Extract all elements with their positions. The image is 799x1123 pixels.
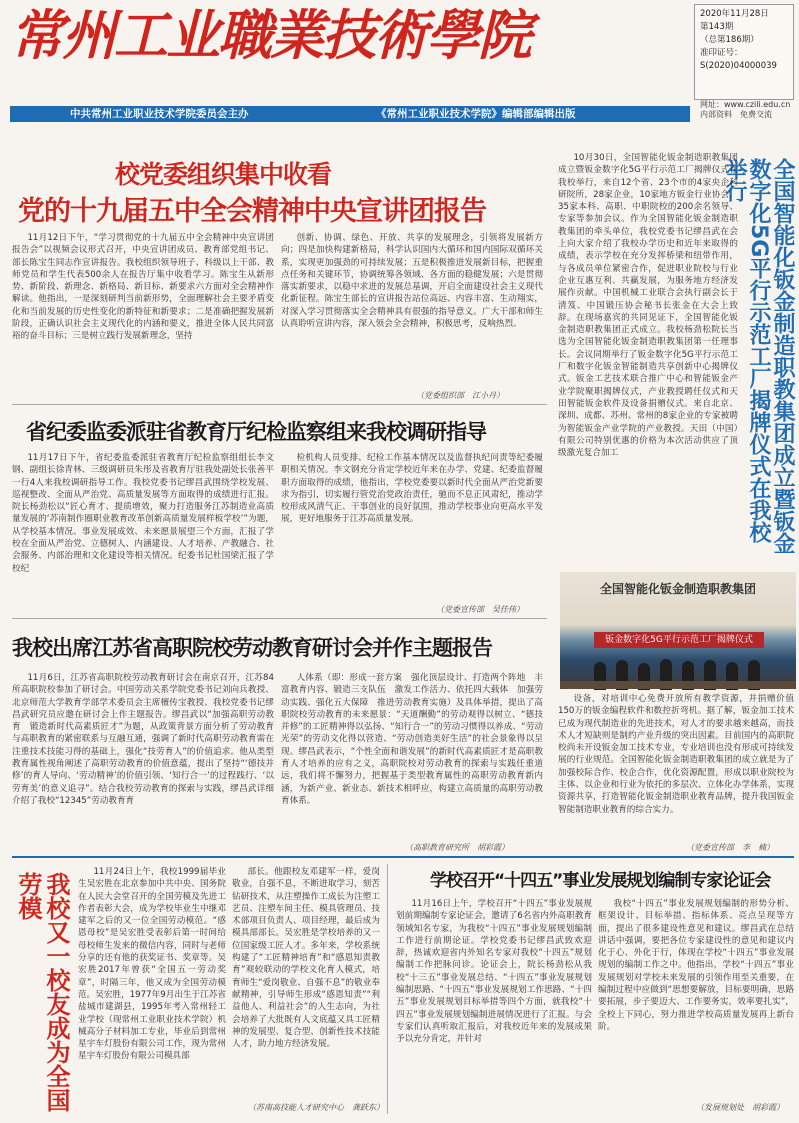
photo-stage-banner: 钣金数字化5G平行示范工厂揭牌仪式 (594, 632, 764, 648)
event-photo (560, 572, 796, 689)
article3-credit: （高职教育研究所 胡彩霞） (405, 843, 509, 852)
issue-number: 第143期 (700, 22, 734, 32)
article2-credit: （党委宣传部 吴佳伟） (436, 605, 524, 614)
article4-vertical-headline: 全国智能化钣金制造职教集团成立暨钣金数字化5G平行示范工厂揭牌仪式在我校举行 (722, 158, 795, 554)
article1-body-col2: 创新、协调、绿色、开放、共享的发展理念，引领将发展新方向；四是加快构建新格局，科学认识国内大循环和国内国际双循环关系，实现更加强劲的可持续发展；五是积极推进发展新目标，把握重点任务和关键环节，协调统筹各领域、各方面的稳健发展；六是贯彻落实新要求，以稳中求进的发展总基调，开启全面建设社会主义现代化新征程。陈宝生部长的宣讲报告站位高远、内容丰富、生动翔实，对深入学习贯彻落实全会精神具有很强的指导意义。广大干部和师生认真聆听宣讲内容，深入领会全会精神，积极思考，反响热烈。 (281, 233, 543, 330)
article3-body-col2: 人体系（即：形成一套方案 强化顶层设计、打造两个阵地 丰富教育内容、锻造三支队伍 激发工作活力、依托四大载体 加强劳动实践、强化五大保障 推进劳动教育实施）及具体举措，提出了高职院校劳动教育的未来愿景：“天道酬勤”的劳动观得以树立、“德技并修”的工匠精神得以弘扬、“知行合一”的劳动习惯得以养成、“劳动光荣”的劳动文化得以营造、“劳动创造美好生活”的社会景象得以呈现。缪昌武表示，“个性全面和谐发展”的新时代高素质匠才是高职教育人才培养的应有之义，高职院校对劳动教育的探索与实践任重道远，我们将不懈努力，把握基于类型教育属性的高职劳动教育新内涵，为新产业、新业态、新技术相呼应，构建立高质量的高职劳动教育体系。 (281, 673, 543, 806)
article5-body-col2: 部长。他跟校友邓建军一样，爱岗敬业，自强不息，不断进取学习，刻苦钻研技术，从注塑操作工成长为注塑工艺员、注塑车间主任、模具管理员、技术部项目负责人、项目经理，最后成为模具部部长。吴宏胜是学校培养的又一位国家级工匠人才。多年来，学校系统构建了“工匠精神培育”和“感恩知责教育”观较联动的学校文化育人模式，培育师生“爱岗敬业、自强不息”的敬业奉献精神，引导师生形成“感恩知责”“利益他人、利益社会”的人生志向，为社会培养了大批既有人文底蕴又具工匠精神的发展型、复合型、创新性技术技能人才，助力地方经济发展。 (232, 867, 380, 1050)
article3-body-col1: 11月6日，江苏省高职院校劳动教育研讨会在南京召开，江苏84所高职院校参加了研讨会。中国劳动关系学院党委书记刘向兵教授、北京师范大学教育学部学术委员会主席檀传宝教授、我校党委书记缪昌武研究员应邀在研讨会上作主题报告。缪昌武以“加强高职劳动教育 锻造新时代高素质匠才”为题，从政策背景方面分析了劳动教育与高职教育的紧密联系与互融互通，强调了新时代高职劳动教育需在注重技术技能习得的基础上，强化“技劳育人”的价值追求。他从类型教育属性视角阐述了高职劳动教育的价值意蕴，提出了坚持“‘德技并修’的育人导向、‘劳动精神’的价值引领、‘知行合一’的过程践行、‘以劳育美’的意义追寻”。结合我校劳动教育的探索与实践，缪昌武详细介绍了我校“12345”劳动教育育 (12, 673, 274, 806)
sponsor-right: 《常州工业职业技术学院》编辑部编辑出版 (376, 108, 576, 120)
circulation-note: 内部资料 免费交流 (700, 110, 772, 119)
section-divider (12, 856, 794, 858)
article1-body-col1: 11月12日下午，“学习贯彻党的十九届五中全会精神中央宣讲团报告会”以视频会议形式召开，中央宣讲团成员、教育部党组书记、部长陈宝生同志作宣讲报告。我校组织领导班子、科级以上干部、教师党员和学生代表500余人在报告厅集中收看学习。陈宝生从新形势、新阶段、新理念、新格局、新目标、新要求六方面对全会精神作解读。他指出，一是深刻研判当前新形势，全面理解社会主要矛盾变化和当前发展的历史性变化的新特征和新要求；二是准确把握发展新阶段，正确认识社会主义现代化的内涵和要义，推进全体人民共同富裕的奋斗目标；三是树立践行发展新理念，坚持 (12, 233, 274, 342)
permit-label: 准印证号： (700, 48, 743, 58)
sponsor-bar (10, 106, 690, 122)
article5-credit: （苏南高技能人才研究中心 龚跃东） (248, 1103, 384, 1112)
article4-credit: （党委宣传部 李 楠） (686, 843, 774, 852)
article2-body-col1: 11月17日下午，省纪委监委派驻省教育厅纪检监察组组长李文钢、副组长徐青林、三级调研员朱彤及省教育厅驻我处副处长张善平一行4人来我校调研指导工作。我校党委书记缪昌武围绕学校发展、巡视整改、全面从严治党、高质量发展等方面取得的成绩进行汇报。院长杨劲松以“匠心育才、提质增效，聚力打造服务江苏制造业高质量发展的‘苏南制作圈职业教育改革创新高质量发展样板学校’”为题，从学校基本情况、事业发展成效、未来愿景展望三个方面，汇报了学校在全面从严治党、立德树人、内涵建设、人才培养、产教融合、社会服务、内部治理和文化建设等相关情况。纪委书记杜国梁汇报了学校纪 (12, 453, 274, 574)
issue-total-number: （总第186期） (700, 35, 759, 45)
permit-number: S(2020)04000039 (700, 61, 777, 71)
divider (12, 618, 547, 619)
article6-body-col1: 11月16日上午，学校召开“十四五”事业发展规划前期编制专家论证会，邀请了6名省内外高职教育领域知名专家，为我校“十四五”事业发展规划编制工作进行前期论证。学校党委书记缪昌武致欢迎辞，热诚欢迎省内外知名专家对我校“十四五”规划编制工作把脉问诊。论证会上，院长杨劲松从我校“十三五”事业发展总结、“十四五”事业发展规划编制思路、“十四五”事业发展规划工作思路、“十四五”事业发展规划目标举措等四个方面，就我校“十四五”事业发展规划编制进展情况进行了汇报。与会专家们认真听取汇报后，对我校近年来的发展成果予以充分肯定，并针对 (396, 899, 592, 1045)
article1-credit: （党委组织部 江小丹） (416, 391, 504, 400)
article2-body-col2: 检机构人员变排、纪检工作基本情况以及监督执纪问责等纪委履职相关情况。李文钢充分肯定学校近年来在办学、党建、纪委监督履职方面取得的成绩，他指出，学校党委要以新时代全面从严治党新要求为指引，切实履行管党治党政治责任，驰而不息正风肃纪，推动学校形成风清气正、干事创业的良好氛围，推动学校事业向更高水平发展，更好地服务于江苏高质量发展。 (281, 453, 543, 525)
sponsor-left: 中共常州工业职业技术学院委员会主办 (70, 108, 249, 120)
column-divider (387, 864, 388, 1114)
divider (12, 404, 547, 405)
website-link[interactable]: 网址：www.czili.edu.cn (700, 100, 791, 109)
issue-info-box (694, 4, 794, 100)
article6-body-col2: 我校“十四五”事业发展规划编制的形势分析、框架设计、目标举措、指标体系、亮点呈现等方面，提出了很多建设性意见和建议。缪昌武在总结讲话中强调，要把各位专家建设性的意见和建议内化于心、外化于行，体现在学校“十四五”事业发展规划的编制工作之中。他指出，学校“十四五”事业发展规划对学校未来发展的引领作用至关重要，在编制过程中应做到“思想要解放，目标要明确，思路要拓展，步子要迈大、工作要务实，效率要扎实”，全校上下同心，努力推进学校高质量发展再上新台阶。 (598, 899, 794, 1032)
issue-date: 2020年11月28日 (700, 9, 769, 19)
newspaper-masthead-title: 常州工业職業技術學院 (10, 3, 530, 67)
article4-body-top: 10月30日，全国智能化钣金制造职教集团成立暨钣金数字化5G平行示范工厂揭牌仪式在我校举行，来自12个省、23个市的4家央企科研院所，28家企业，10家地方钣金行业协会，35家本科、高职、中职院校的200余名领导、专家等参加会议。作为全国智能化钣金制造职教集团的牵头单位，我校党委书记缪昌武在会上向大家介绍了我校办学历史和近年来取得的成绩，表示学校在充分发挥桥梁和纽带作用，与各成员单位紧密合作，促进职业院校与行业企业互惠互利、共赢发展，为服务地方经济发展作贡献。中国机械工业联合会执行副会长于清笈、中国锻压协会秘书长张金在大会上致辞。在现场嘉宾的共同见证下，全国智能化钣金制造职教集团正式成立。我校杨劲松院长当选为全国智能化钣金制造职教集团第一任理事长。会议同期举行了钣金数字化5G平行示范工厂和数字化钣金智能制造共享创新中心揭牌仪式。钣金工艺技术联合推广中心和智能钣金产业学院聚职揭牌仪式，产业教授聘任仪式和天田智能钣金软件及设备捐赠仪式。来自北京、深圳、成都、苏州、常州的8家企业的专家被聘为智能钣金产业学院的产业教授。天田（中国）有限公司特别优惠的价格为本次活动供应了顶级激光复合加工 (558, 153, 738, 459)
photo-stage (560, 681, 796, 689)
article2-headline: 省纪委监委派驻省教育厅纪检监察组来我校调研指导 (26, 420, 486, 444)
article3-headline: 我校出席江苏省高职院校劳动教育研讨会并作主题报告 (12, 636, 492, 660)
article4-body-bottom: 设备，对培训中心免费开放所有教学资源，并捐赠价值150万的钣金编程软件和数控折弯机。据了解，钣金加工技术已成为现代制造业的先进技术，对人才的要求越来越高，而技术人才短缺则是制约产业升级的突出因素。目前国内的高职院校尚未开设钣金加工技术专业，专业培训也没有形成可持续发展的行业规范。全国智能化钣金制造职教集团的成立就是为了加强校际合作、校企合作，优化资源配置，形成以职业院校为主体、以企业和行业为依托的多层次、立体化办学体系，实现资源共享，打造智能化钣金制造职业教育品牌，提升我国钣金智能制造职业教育的综合实力。 (558, 694, 794, 815)
article5-vertical-headline: 我校又一校友成为全国劳模 (14, 872, 70, 1112)
article6-headline: 学校召开“十四五”事业发展规划编制专家论证会 (430, 871, 771, 891)
photo-banner-text: 全国智能化钣金制造职教集团 (599, 582, 756, 596)
article1-headline-line1: 校党委组织集中收看 (115, 160, 332, 189)
article5-body-col1: 11月24日上午，我校1999届毕业生吴宏胜在北京参加中共中央、国务院在人民大会堂召开的全国劳模及先进工作者表彰大会，成为学校毕业生中继邓建军之后的又一位全国劳动模范。“感恩母校”是吴宏胜受表彰后第一时间给母校师生发来的微信内容，同时与老师分享的还有他的获奖证书、奖章等。吴宏胜2017年曾获“全国五一劳动奖章”，时隔三年，他又成为全国劳动模范。吴宏胜，1977年9月出生于江苏省盐城市建湖县，1995年考入常州轻工业学校（现常州工业职业技术学院）机械高分子材料加工专业，毕业后到常州星宇车灯股份有限公司工作，现为常州星宇车灯股份有限公司模具部 (78, 867, 226, 1062)
article1-headline-line2: 党的十九届五中全会精神中央宣讲团报告 (18, 196, 486, 227)
website-info (694, 100, 794, 120)
article6-credit: （发展规划处 胡彩霞） (696, 1103, 784, 1112)
